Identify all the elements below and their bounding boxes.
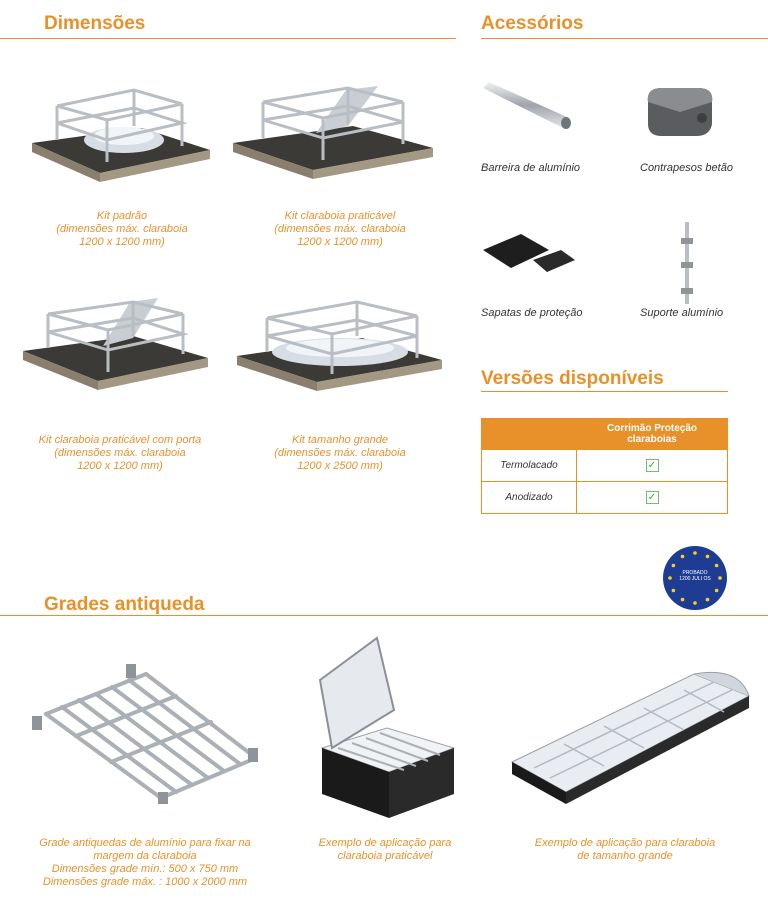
accessory-label: Sapatas de proteção [481, 307, 583, 319]
row-name: Termolacado [482, 450, 577, 482]
divider [481, 38, 768, 39]
fall-grate-illustration [26, 656, 266, 806]
table-header: Corrimão Proteção claraboias [577, 419, 728, 450]
kit-large-illustration [232, 296, 447, 396]
row-name: Anodizado [482, 482, 577, 514]
grate-large-caption: Exemplo de aplicação para claraboia de tamanho grande [534, 837, 716, 862]
badge-text: PROBADO 1200 JULI OS [679, 570, 711, 582]
accessory-label: Contrapesos betão [640, 162, 733, 174]
divider [0, 38, 456, 39]
section-title-dimensoes: Dimensões [44, 13, 146, 34]
versions-table [481, 418, 728, 514]
grate-practicable-illustration [312, 630, 462, 820]
kit-standard-illustration [22, 78, 222, 193]
concrete-counterweight-icon [640, 80, 720, 145]
check-icon: ✓ [646, 459, 659, 472]
kit-practicable-illustration [228, 78, 443, 193]
protection-pad-icon [481, 228, 581, 278]
section-title-versoes: Versões disponíveis [481, 368, 664, 389]
row-check [577, 450, 728, 482]
section-title-acessorios: Acessórios [481, 13, 584, 34]
table-row [482, 450, 728, 482]
table-corner [482, 419, 577, 450]
row-check [577, 482, 728, 514]
kit-practicable-door-illustration [18, 296, 218, 396]
kit-practicable-door-caption: Kit claraboia praticável com porta (dimensões máx. claraboia 1200 x 1200 mm) [38, 434, 202, 472]
check-icon: ✓ [646, 491, 659, 504]
grate-caption: Grade antiquedas de alumínio para fixar na margem da claraboia Dimensões grade mín.: 500 x 750 mm Dimensões grade máx. : 1000 x 2000 mm [39, 837, 251, 888]
aluminium-tube-icon [481, 78, 571, 138]
kit-practicable-caption: Kit claraboia praticável (dimensões máx. claraboia 1200 x 1200 mm) [274, 210, 406, 248]
section-title-grades: Grades antiqueda [44, 594, 205, 615]
grate-practicable-caption: Exemplo de aplicação para claraboia praticável [318, 837, 452, 862]
aluminium-support-icon [672, 218, 702, 308]
divider [0, 615, 768, 616]
accessory-label: Suporte alumínio [640, 307, 724, 319]
table-row [482, 482, 728, 514]
kit-large-caption: Kit tamanho grande (dimensões máx. claraboia 1200 x 2500 mm) [274, 434, 406, 472]
kit-standard-caption: Kit padrão (dimensões máx. claraboia 1200 x 1200 mm) [56, 210, 188, 248]
accessory-label: Barreira de alumínio [481, 162, 581, 174]
grate-large-illustration [504, 656, 754, 806]
divider [481, 391, 728, 392]
